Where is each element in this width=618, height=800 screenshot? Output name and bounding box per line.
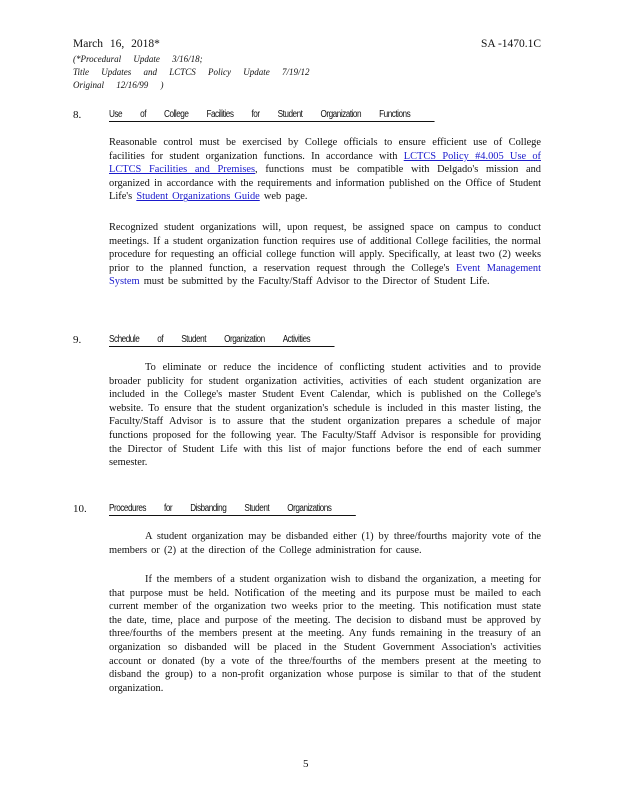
section-number: 10.: [73, 503, 87, 515]
paragraph: If the members of a student organization wish to disband the organization, a meeting for that purpose must be held. Notification of the meeting and its purpose must be mailed to each current member of the organization two weeks prior to the meeting. This notification must state the date, time, place and purpose of the meeting. The decision to disband must be approved by three/fourths of the members present at the meeting. Any funds remaining in the treasury of an organization so disbanded will be placed in the Student Government Association's activities account or donated (by a vote of the three/fourths of the members present at the meeting to disband the group) to a non-profit organization whose purpose is similar to that of the student organization.: [109, 574, 541, 694]
title-word: Procedures: [109, 503, 147, 514]
revision-line: Title Updates and LCTCS Policy Update 7/19/12: [73, 67, 310, 77]
title-word: College: [164, 109, 189, 120]
title-word: for: [251, 109, 260, 120]
title-word: Student: [181, 334, 207, 345]
document-date: March 16, 2018*: [73, 38, 160, 50]
paragraph: A student organization may be disbanded either (1) by three/fourths majority vote of the members or (2) at the direction of the College administration for cause.: [109, 531, 541, 556]
section-title: [109, 109, 435, 122]
title-word: Disbanding: [190, 503, 227, 514]
title-word: Organizations: [287, 503, 332, 514]
title-word: Organization: [224, 334, 265, 345]
title-word: Organization: [320, 109, 362, 120]
paragraph-text: web page.: [259, 191, 308, 203]
title-word: Activities: [282, 334, 311, 345]
title-word: Use: [109, 109, 123, 120]
revision-line: (*Procedural Update 3/16/18;: [73, 54, 203, 64]
title-word: Student: [244, 503, 270, 514]
paragraph-text: Recognized student organizations will, upon request, be assigned space on campus to conduct meetings. If a student organization function requires use of additional College facilities, the normal procedure for requesting an official college function will apply. Specifically, at least two (2) weeks prior to the planned function, a reservation request through the College's: [109, 222, 541, 274]
title-word: Facilities: [206, 109, 234, 120]
paragraph: [109, 136, 541, 204]
section-title: [109, 334, 335, 347]
title-word: of: [140, 109, 147, 120]
document-id: SA -1470.1C: [481, 38, 542, 50]
title-word: Schedule: [109, 334, 140, 345]
event-management-system-link[interactable]: Event Management System: [109, 262, 541, 288]
title-word: Student: [277, 109, 303, 120]
lctcs-policy-link[interactable]: LCTCS Policy #4.005 Use of LCTCS Facilities and Premises: [109, 150, 541, 176]
paragraph-text: must be submitted by the Faculty/Staff Advisor to the Director of Student Life.: [139, 276, 490, 288]
paragraph: To eliminate or reduce the incidence of conflicting student activities and to provide broader publicity for student organization activities, activities of each student organization are included in the College's master Student Event Calendar, which is published on the College's website. To ensure that the student organization's schedule is included in this master listing, the Faculty/Staff Advisor is to assure that the student organization prepares a schedule of major functions proposed for the following year. The Faculty/Staff Advisor is responsible for providing the Director of Student Life with this list of major functions before the end of each summer semester.: [109, 362, 541, 469]
title-word: for: [164, 503, 173, 514]
section-number: 8.: [73, 109, 82, 121]
paragraph-text: , functions must be compatible with Delgado's mission and organized in accordance with the requirements and information published on the Office of Student Life's: [109, 164, 541, 203]
title-word: of: [157, 334, 164, 345]
paragraph: [109, 221, 541, 289]
paragraph-text: Reasonable control must be exercised by College officials to ensure efficient use of College facilities for student organization functions. In accordance with: [109, 137, 541, 162]
revision-line: Original 12/16/99 ): [73, 80, 164, 90]
title-word: Functions: [379, 109, 411, 120]
student-organizations-guide-link[interactable]: Student Organizations Guide: [136, 191, 260, 203]
page-number: 5: [303, 758, 309, 770]
section-number: 9.: [73, 334, 82, 346]
section-title: [109, 503, 356, 516]
